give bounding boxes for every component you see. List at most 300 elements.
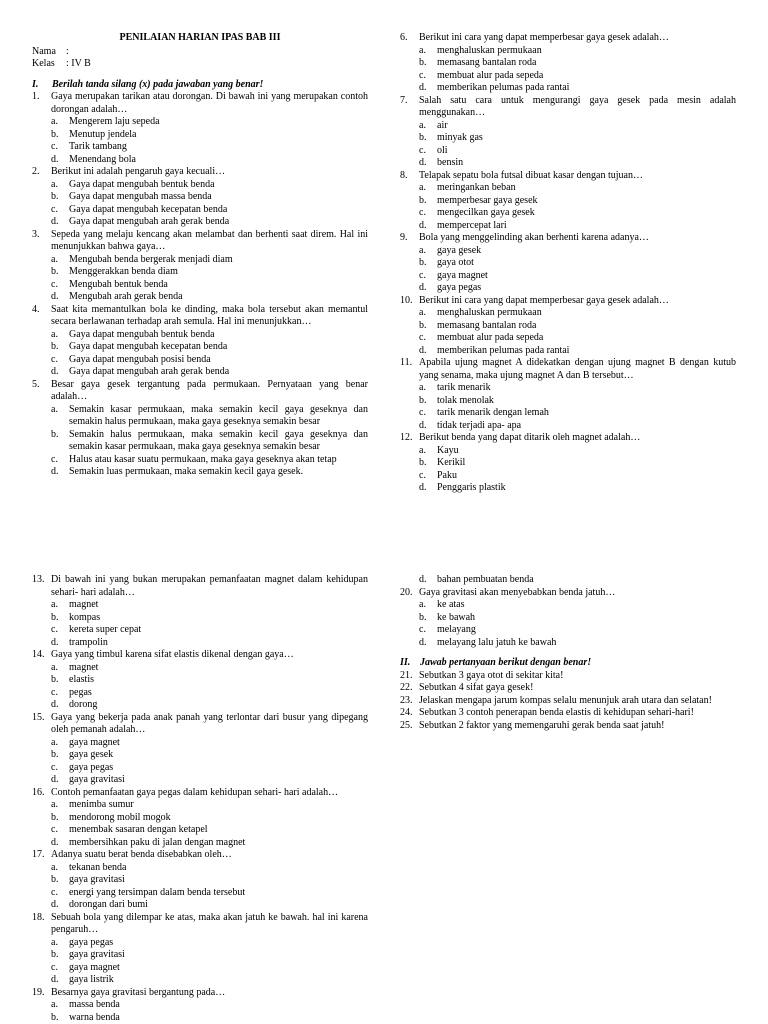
option-text: Semakin halus permukaan, maka semakin kecil gaya geseknya dan semakin kasar permukaan, maka gaya geseknya semakin besar	[69, 428, 368, 452]
question-number: 4.	[32, 303, 40, 315]
option-letter: b.	[419, 132, 427, 143]
question-text: Besar gaya gesek tergantung pada permukaan. Pernyataan yang benar adalah…	[51, 378, 368, 402]
question	[400, 720, 736, 733]
question-text: Sebuah bola yang dilempar ke atas, maka akan jatuh ke bawah. hal ini karena pengaruh…	[51, 911, 368, 935]
question-list	[400, 587, 736, 650]
option[interactable]	[400, 195, 736, 208]
question-number: 13.	[32, 574, 45, 585]
section-number: II.	[400, 657, 411, 668]
option-letter: a.	[419, 44, 426, 56]
class-value: : IV B	[66, 58, 91, 69]
option-letter: b.	[51, 611, 59, 623]
question-text: Sebutkan 2 faktor yang memengaruhi gerak benda saat jatuh!	[419, 719, 665, 731]
option[interactable]	[32, 837, 368, 850]
question-text: Besarnya gaya gravitasi bergantung pada…	[51, 986, 226, 998]
question-number: 16.	[32, 786, 45, 798]
option-text: ke bawah	[437, 611, 476, 623]
option-letter: a.	[51, 328, 58, 340]
option-text: memasang bantalan roda	[437, 319, 537, 331]
option[interactable]	[32, 774, 368, 787]
option-text: gaya gravitasi	[69, 774, 125, 785]
option[interactable]	[32, 799, 368, 812]
question-text: Di bawah ini yang bukan merupakan pemanfaatan magnet dalam kehidupan sehari- hari adalah…	[51, 574, 368, 598]
question-text: Bola yang menggelinding akan berhenti karena adanya…	[419, 232, 649, 243]
option-text: mengecilkan gaya gesek	[437, 207, 535, 218]
option-letter: a.	[51, 178, 58, 190]
option-letter: c.	[51, 686, 58, 698]
question-number: 21.	[400, 669, 413, 681]
option[interactable]	[32, 824, 368, 837]
option-text: memasang bantalan roda	[437, 57, 537, 68]
option-text: Gaya dapat mengubah arah gerak benda	[69, 366, 230, 377]
option-text: Gaya dapat mengubah arah gerak benda	[69, 216, 230, 227]
option-letter: c.	[419, 469, 426, 481]
option[interactable]	[400, 245, 736, 258]
question-number: 20.	[400, 586, 413, 598]
option[interactable]	[400, 320, 736, 333]
option-letter: a.	[51, 116, 58, 127]
option[interactable]	[400, 70, 736, 83]
question	[32, 649, 368, 662]
option-text: melayang	[437, 624, 476, 635]
question	[32, 787, 368, 800]
option-letter: c.	[51, 961, 58, 973]
option-letter: c.	[419, 207, 426, 218]
option[interactable]	[400, 345, 736, 358]
option[interactable]	[32, 862, 368, 875]
option[interactable]	[32, 279, 368, 292]
option-letter: b.	[419, 194, 427, 206]
option-text: gaya magnet	[437, 269, 488, 281]
question	[32, 166, 368, 179]
question	[400, 170, 736, 183]
option[interactable]	[32, 962, 368, 975]
option[interactable]	[400, 637, 736, 650]
option[interactable]	[32, 341, 368, 354]
option-letter: c.	[51, 141, 58, 152]
option[interactable]	[32, 937, 368, 950]
option-letter: b.	[419, 457, 427, 468]
option-letter: d.	[51, 466, 59, 477]
option[interactable]	[32, 116, 368, 129]
option-text: bahan pembuatan benda	[437, 574, 534, 585]
option-text: memberikan pelumas pada rantai	[437, 82, 570, 93]
section-title: Jawab pertanyaan berikut dengan benar!	[420, 657, 592, 668]
question-text: Telapak sepatu bola futsal dibuat kasar dengan tujuan…	[419, 169, 643, 181]
option[interactable]	[400, 382, 736, 395]
option-text: trampolin	[69, 636, 108, 648]
question-number: 25.	[400, 719, 413, 731]
option-letter: b.	[51, 341, 59, 352]
option-letter: d.	[51, 216, 59, 227]
option-text: Kayu	[437, 444, 459, 456]
option-text: minyak gas	[437, 132, 483, 143]
option[interactable]	[32, 329, 368, 342]
option[interactable]	[32, 749, 368, 762]
question-number: 14.	[32, 649, 45, 660]
option-text: pegas	[69, 686, 92, 698]
option[interactable]	[400, 257, 736, 270]
option-text: Mengubah benda bergerak menjadi diam	[69, 253, 233, 265]
question	[400, 432, 736, 445]
option-text: Penggaris plastik	[437, 482, 506, 493]
option[interactable]	[32, 999, 368, 1012]
option-letter: c.	[51, 761, 58, 773]
question-number: 10.	[400, 294, 413, 306]
question	[400, 32, 736, 45]
option-text: Halus atau kasar suatu permukaan, maka gaya geseknya akan tetap	[69, 453, 337, 465]
option-text: menembak sasaran dengan ketapel	[69, 824, 208, 835]
option-text: Mengerem laju sepeda	[69, 116, 160, 127]
option-letter: b.	[51, 674, 59, 685]
option[interactable]	[32, 874, 368, 887]
question	[32, 379, 368, 404]
question	[32, 229, 368, 254]
option[interactable]	[400, 612, 736, 625]
option-letter: d.	[419, 282, 427, 293]
option-text: tolak menolak	[437, 394, 494, 406]
option-letter: a.	[51, 661, 58, 673]
option-text: magnet	[69, 661, 99, 673]
question-number: 9.	[400, 232, 408, 243]
option-text: membuat alur pada sepeda	[437, 69, 544, 81]
question-number: 2.	[32, 166, 40, 177]
page1-right-column	[400, 32, 736, 495]
option-letter: d.	[419, 574, 427, 585]
question	[32, 91, 368, 116]
option[interactable]	[400, 182, 736, 195]
option-letter: a.	[419, 244, 426, 256]
question-number: 12.	[400, 432, 413, 443]
option-text: gaya magnet	[69, 961, 120, 973]
question-number: 17.	[32, 849, 45, 860]
name-value: :	[66, 45, 69, 57]
section-number: I.	[32, 78, 39, 90]
option-letter: a.	[51, 599, 58, 610]
option-letter: d.	[51, 366, 59, 377]
option-text: memberikan pelumas pada rantai	[437, 344, 570, 356]
option-letter: a.	[51, 936, 58, 948]
option[interactable]	[32, 179, 368, 192]
option[interactable]	[32, 949, 368, 962]
option[interactable]	[32, 612, 368, 625]
option-text: melayang lalu jatuh ke bawah	[437, 636, 557, 648]
option-letter: d.	[419, 482, 427, 493]
option-text: Menggerakkan benda diam	[69, 266, 178, 277]
option-letter: a.	[419, 182, 426, 193]
question-text: Gaya yang bekerja pada anak panah yang terlontar dari busur yang dipegang oleh pemanah adalah…	[51, 711, 368, 735]
option-letter: c.	[51, 824, 58, 835]
option-text: Gaya dapat mengubah posisi benda	[69, 353, 211, 365]
option-letter: b.	[51, 949, 59, 960]
question	[400, 295, 736, 308]
option-text: gaya gravitasi	[69, 949, 125, 960]
option-text: gaya pegas	[69, 936, 114, 948]
option[interactable]	[32, 404, 368, 429]
option-letter: b.	[419, 394, 427, 406]
option-letter: c.	[51, 624, 58, 635]
option[interactable]	[400, 482, 736, 495]
question-number: 22.	[400, 682, 413, 693]
option[interactable]	[400, 457, 736, 470]
option-letter: b.	[51, 1011, 59, 1023]
question-number: 15.	[32, 711, 45, 723]
option-letter: a.	[419, 599, 426, 610]
option-letter: d.	[419, 344, 427, 356]
name-label: Nama	[32, 45, 56, 57]
option-letter: b.	[51, 266, 59, 277]
option-text: gaya pegas	[69, 761, 114, 773]
option-text: menghaluskan permukaan	[437, 44, 542, 56]
option[interactable]	[32, 624, 368, 637]
option-text: Paku	[437, 469, 457, 481]
question-text: Gaya merupakan tarikan atau dorongan. Di bawah ini yang merupakan contoh dorongan adalah…	[51, 91, 368, 115]
option-text: kereta super cepat	[69, 624, 142, 635]
option[interactable]	[32, 466, 368, 479]
question	[32, 987, 368, 1000]
option-letter: d.	[419, 636, 427, 648]
option-letter: c.	[51, 278, 58, 290]
option[interactable]	[32, 687, 368, 700]
option[interactable]	[400, 332, 736, 345]
option-text: menghaluskan permukaan	[437, 307, 542, 318]
question-number: 19.	[32, 986, 45, 998]
option[interactable]	[32, 266, 368, 279]
option-text: Gaya dapat mengubah bentuk benda	[69, 178, 215, 190]
name-field	[32, 46, 368, 59]
option-text: gaya pegas	[437, 282, 482, 293]
option-letter: d.	[51, 774, 59, 785]
essay-list	[400, 670, 736, 733]
page-title: PENILAIAN HARIAN IPAS BAB III	[119, 32, 281, 43]
question	[400, 587, 736, 600]
option[interactable]	[32, 129, 368, 142]
option-text: tidak terjadi apa- apa	[437, 419, 522, 431]
option-letter: b.	[51, 128, 59, 140]
option[interactable]	[400, 599, 736, 612]
option-letter: b.	[419, 57, 427, 68]
option-letter: c.	[51, 453, 58, 465]
option-letter: d.	[51, 974, 59, 985]
option-text: ke atas	[437, 599, 465, 610]
option-letter: d.	[419, 82, 427, 93]
option[interactable]	[400, 624, 736, 637]
question	[32, 304, 368, 329]
option-text: magnet	[69, 599, 99, 610]
question-text: Salah satu cara untuk mengurangi gaya gesek pada mesin adalah menggunakan…	[419, 94, 736, 118]
option-letter: c.	[419, 332, 426, 343]
option[interactable]	[32, 887, 368, 900]
option[interactable]	[32, 154, 368, 167]
question-text: Sebutkan 4 sifat gaya gesek!	[419, 682, 534, 693]
option[interactable]	[400, 45, 736, 58]
option[interactable]	[32, 354, 368, 367]
question-number: 1.	[32, 91, 40, 102]
option-letter: a.	[51, 253, 58, 265]
option-text: membersihkan paku di jalan dengan magnet	[69, 836, 246, 848]
option[interactable]	[400, 420, 736, 433]
option-letter: d.	[51, 899, 59, 910]
question	[400, 95, 736, 120]
option[interactable]	[32, 974, 368, 987]
option-letter: a.	[419, 382, 426, 393]
page2-right-column	[400, 574, 736, 732]
option-text: meringankan beban	[437, 182, 516, 193]
option[interactable]	[400, 82, 736, 95]
option-text: warna benda	[69, 1011, 120, 1023]
option-letter: d.	[419, 419, 427, 431]
option-text: membuat alur pada sepeda	[437, 332, 544, 343]
question-text: Saat kita memantulkan bola ke dinding, maka bola tersebut akan memantul secara berlawanan terhadap arah semula. Hal ini menunjukkan…	[51, 303, 368, 327]
option[interactable]	[400, 220, 736, 233]
question-list	[400, 32, 736, 495]
option-letter: b.	[51, 874, 59, 885]
option[interactable]	[400, 445, 736, 458]
question	[400, 682, 736, 695]
option-letter: b.	[51, 428, 59, 440]
option-text: bensin	[437, 157, 464, 168]
option[interactable]	[32, 674, 368, 687]
option[interactable]	[32, 812, 368, 825]
option-text: Gaya dapat mengubah kecepatan benda	[69, 341, 228, 352]
option-text: Semakin luas permukaan, maka semakin kecil gaya gesek.	[69, 466, 304, 477]
option[interactable]	[32, 291, 368, 304]
section-heading-essay	[400, 657, 736, 670]
option[interactable]	[32, 454, 368, 467]
option[interactable]	[400, 574, 736, 587]
option-letter: a.	[51, 403, 58, 415]
question	[400, 232, 736, 245]
option-letter: d.	[51, 636, 59, 648]
option[interactable]	[32, 737, 368, 750]
option[interactable]	[400, 270, 736, 283]
question	[32, 912, 368, 937]
option-text: mendorong mobil mogok	[69, 811, 171, 823]
option-letter: d.	[51, 699, 59, 710]
question-text: Berikut ini cara yang dapat memperbesar gaya gesek adalah…	[419, 294, 669, 306]
option[interactable]	[32, 899, 368, 912]
question	[32, 574, 368, 599]
option[interactable]	[32, 254, 368, 267]
option[interactable]	[400, 57, 736, 70]
option[interactable]	[32, 637, 368, 650]
option-letter: b.	[51, 749, 59, 760]
option-letter: b.	[419, 257, 427, 268]
option-text: gaya magnet	[69, 736, 120, 748]
question	[32, 712, 368, 737]
question-text: Apabila ujung magnet A didekatkan dengan ujung magnet B dengan kutub yang senama, maka ujung magnet A dan B tersebut…	[419, 357, 736, 381]
question-number: 3.	[32, 228, 40, 240]
page2-left-column	[32, 574, 368, 1024]
option-letter: a.	[51, 736, 58, 748]
question-text: Sebutkan 3 contoh penerapan benda elastis di kehidupan sehari-hari!	[419, 707, 694, 718]
question-text: Jelaskan mengapa jarum kompas selalu menunjuk arah utara dan selatan!	[419, 694, 712, 706]
option-text: gaya gravitasi	[69, 874, 125, 885]
option-text: air	[437, 119, 448, 131]
option-letter: b.	[51, 811, 59, 823]
page1-left-column	[32, 32, 368, 479]
option[interactable]	[400, 157, 736, 170]
option-letter: c.	[51, 203, 58, 215]
option-letter: c.	[419, 269, 426, 281]
question-text: Sepeda yang melaju kencang akan melambat dan berhenti saat direm. Hal ini menunjukkan bahwa gaya…	[51, 228, 368, 252]
question-number: 23.	[400, 694, 413, 706]
option[interactable]	[32, 762, 368, 775]
question	[32, 849, 368, 862]
option[interactable]	[32, 699, 368, 712]
class-label: Kelas	[32, 58, 55, 69]
option-letter: b.	[51, 191, 59, 202]
option-letter: c.	[419, 407, 426, 418]
option-text: Gaya dapat mengubah massa benda	[69, 191, 212, 202]
option-letter: b.	[419, 611, 427, 623]
question-number: 5.	[32, 378, 40, 390]
question	[400, 707, 736, 720]
question	[400, 357, 736, 382]
option-text: Semakin kasar permukaan, maka semakin kecil gaya geseknya dan semakin halus permukaan, maka gaya geseknya semakin besar	[69, 403, 368, 427]
option[interactable]	[400, 307, 736, 320]
option-letter: b.	[419, 319, 427, 331]
option[interactable]	[400, 395, 736, 408]
question-list	[32, 91, 368, 479]
option-text: gaya gesek	[437, 244, 482, 256]
option[interactable]	[32, 216, 368, 229]
option[interactable]	[32, 366, 368, 379]
option[interactable]	[400, 282, 736, 295]
option[interactable]	[400, 407, 736, 420]
option[interactable]	[32, 429, 368, 454]
option[interactable]	[32, 599, 368, 612]
question-text: Contoh pemanfaatan gaya pegas dalam kehidupan sehari- hari adalah…	[51, 786, 339, 798]
option-letter: c.	[51, 353, 58, 365]
option-letter: c.	[419, 624, 426, 635]
option-letter: d.	[51, 291, 59, 302]
option-text: Menutup jendela	[69, 128, 137, 140]
option-letter: c.	[419, 144, 426, 156]
option[interactable]	[400, 145, 736, 158]
option[interactable]	[400, 207, 736, 220]
option-text: Gaya dapat mengubah kecepatan benda	[69, 203, 228, 215]
option-text: gaya gesek	[69, 749, 114, 760]
option[interactable]	[32, 1012, 368, 1024]
class-field	[32, 58, 368, 71]
option[interactable]	[32, 204, 368, 217]
option[interactable]	[400, 470, 736, 483]
option[interactable]	[32, 191, 368, 204]
option[interactable]	[32, 141, 368, 154]
option-letter: c.	[419, 69, 426, 81]
option-letter: d.	[419, 219, 427, 231]
option[interactable]	[400, 120, 736, 133]
option-text: dorongan dari bumi	[69, 899, 148, 910]
option-letter: a.	[419, 119, 426, 131]
option-text: Gaya dapat mengubah bentuk benda	[69, 328, 215, 340]
option-letter: d.	[419, 157, 427, 168]
option-text: energi yang tersimpan dalam benda tersebut	[69, 886, 246, 898]
option-text: massa benda	[69, 999, 120, 1010]
option-text: mempercepat lari	[437, 219, 507, 231]
question-number: 8.	[400, 169, 408, 181]
option-text: tarik menarik	[437, 382, 491, 393]
option-text: gaya listrik	[69, 974, 114, 985]
option[interactable]	[400, 132, 736, 145]
option-text: tekanan benda	[69, 861, 127, 873]
option-text: Mengubah arah gerak benda	[69, 291, 183, 302]
option[interactable]	[32, 662, 368, 675]
option-letter: a.	[51, 999, 58, 1010]
question-number: 6.	[400, 32, 408, 43]
option-text: memperbesar gaya gesek	[437, 194, 538, 206]
